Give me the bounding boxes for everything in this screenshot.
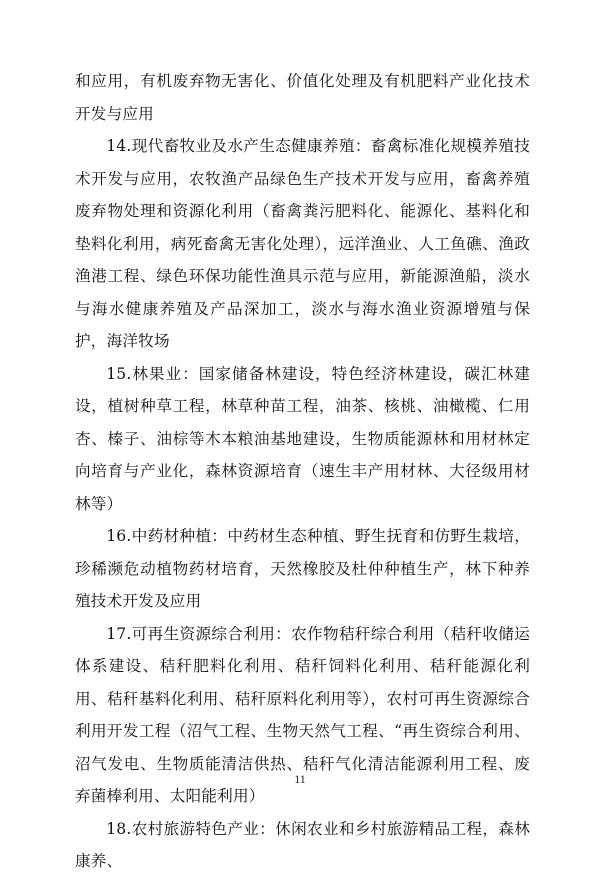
paragraph-16-herbal-medicine: 16.中药材种植：中药材生态种植、野生抚育和仿野生栽培，珍稀濒危动植物药材培育，天然橡胶及杜仲种植生产，林下种养殖技术开发及应用 — [75, 527, 530, 610]
paragraph-18-rural-tourism: 18.农村旅游特色产业：休闲农业和乡村旅游精品工程，森林康养、 — [75, 819, 530, 870]
paragraph-17-renewable-resources: 17.可再生资源综合利用：农作物秸秆综合利用（秸秆收储运体系建设、秸秆肥料化利用、秸秆饲料化利用、秸秆能源化利用、秸秆基料化利用、秸秆原料化利用等），农村可再生资源综合利用开发工程（沼气工程、生物天然气工程、“再生资综合利用、沼气发电、生物质能清洁供热、秸秆气化清洁能源利用工程、废弃菌棒利用、太阳能利用） — [75, 624, 530, 805]
paragraph-13-continuation: 和应用，有机废弃物无害化、价值化处理及有机肥料产业化技术开发与应用 — [75, 72, 530, 123]
paragraph-14-livestock-aquaculture: 14.现代畜牧业及水产生态健康养殖：畜禽标准化规模养殖技术开发与应用，农牧渔产品绿色生产技术开发与应用，畜禽养殖废弃物处理和资源化利用（畜禽粪污肥料化、能源化、基料化和垫料化利用，病死畜禽无害化处理），远洋渔业、人工鱼礁、渔政渔港工程、绿色环保功能性渔具示范与应用，新能源渔船，淡水与海水健康养殖及产品深加工，淡水与海水渔业资源增殖与保护，海洋牧场 — [75, 137, 530, 350]
paragraph-15-forestry-fruit: 15.林果业：国家储备林建设，特色经济林建设，碳汇林建设，植树种草工程，林草种苗工程，油茶、核桃、油橄榄、仁用杏、榛子、油棕等木本粮油基地建设，生物质能源林和用材林定向培育与产业化，森林资源培育（速生丰产用材林、大径级用材林等） — [75, 364, 530, 513]
page-number: 11 — [294, 772, 306, 786]
document-body — [75, 65, 530, 878]
